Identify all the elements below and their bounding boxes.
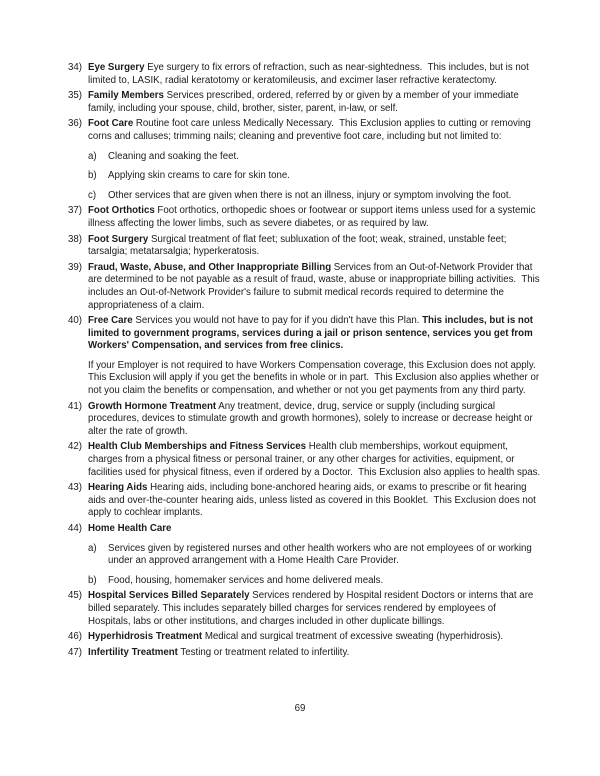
item-term: Foot Care [88, 118, 134, 130]
item-number: 36) [68, 118, 83, 130]
sub-item-text: Cleaning and soaking the feet. [108, 150, 239, 162]
item-text [88, 590, 541, 628]
item-term: Hospital Services Billed Separately [88, 590, 250, 602]
item-content [88, 647, 541, 660]
item-text [88, 647, 541, 660]
item-content [88, 62, 541, 87]
item-number: 46) [68, 631, 83, 643]
item-number: 37) [68, 205, 83, 217]
exclusion-item-42 [68, 441, 541, 479]
item-content [88, 205, 541, 230]
sub-item-b [88, 575, 541, 588]
exclusion-item-36 [68, 118, 541, 202]
item-body: Services prescribed, ordered, referred by or given by a member of your immediate family, including your spouse, child, brother, sister, parent, in-law, or self. [88, 90, 522, 114]
item-content [88, 482, 541, 520]
sub-item-text: Other services that are given when there is not an illness, injury or symptom involving the foot. [108, 189, 512, 201]
item-term: Fraud, Waste, Abuse, and Other Inappropriate Billing [88, 261, 332, 273]
item-number: 38) [68, 233, 83, 245]
sub-item-letter: b) [88, 170, 97, 182]
item-text [88, 62, 541, 87]
item-text [88, 234, 541, 259]
item-body: Hearing aids, including bone-anchored hearing aids, or exams to prescribe or fit hearing aids and over-the-counter hearing aids, unless listed as covered in this Booklet. This Exclusion does not apply to cochlear implants. [88, 482, 539, 519]
item-number: 43) [68, 482, 83, 494]
item-term: Eye Surgery [88, 62, 145, 73]
item-text [88, 262, 541, 312]
item-number: 42) [68, 441, 83, 453]
item-text [88, 118, 541, 143]
exclusion-item-41 [68, 401, 541, 439]
sub-item-letter: a) [88, 150, 97, 162]
item-second-paragraph: If your Employer is not required to have Workers Compensation coverage, this Exclusion does not apply. This Exclusion will apply if you get the benefits in whole or in part. This Exclusion also applies whether or not you claim the benefits or compensation, and whether or not you get payments from any third party. [88, 359, 542, 397]
sub-item-a [88, 151, 541, 164]
item-content [88, 118, 541, 202]
item-text [88, 523, 541, 536]
item-body: Services from an Out-of-Network Provider that are determined to be not payable as a result of fraud, waste, abuse or inappropriate billing activities. This includes an Out-of-Network Provider's failure to submit medical records required to determine the appropriateness of a claim. [88, 261, 543, 311]
item-body-emphasis: This includes, but is not limited to government programs, services during a jail or prison sentence, services you get from Workers' Compensation, and services from free clinics. [88, 315, 536, 352]
item-body: Foot orthotics, orthopedic shoes or footwear or support items unless used for a systemic illness affecting the lower limbs, such as severe diabetes, or as required by law. [88, 205, 539, 229]
item-body: Surgical treatment of flat feet; subluxation of the foot; weak, strained, unstable feet; tarsalgia; metatarsalgia; hyperkeratosis. [88, 233, 510, 258]
item-body: Any treatment, device, drug, service or supply (including surgical procedures, devices to stimulate growth and growth hormones), solely to increase or decrease height or alter the rate of growth. [88, 400, 536, 437]
item-term: Free Care [88, 315, 133, 327]
sub-item-c [88, 190, 541, 203]
sub-item-letter: c) [88, 189, 97, 201]
item-term: Health Club Memberships and Fitness Services [88, 441, 307, 453]
exclusion-item-47 [68, 647, 541, 660]
item-term: Foot Surgery [88, 233, 149, 245]
item-body: Health club memberships, workout equipment, charges from a physical fitness or personal trainer, or any other charges for activities, equipment, or facilities used for physical fitness, even if ordered by a Doctor. This Exclusion also applies to health spas. [88, 441, 541, 478]
item-content [88, 401, 541, 439]
item-text [88, 315, 541, 353]
item-term: Hearing Aids [88, 482, 148, 494]
sub-item-text: Services given by registered nurses and other health workers who are not employees of or working under an approved arrangement with a Home Health Care Provider. [108, 542, 535, 567]
exclusion-item-37 [68, 205, 541, 230]
exclusion-item-43 [68, 482, 541, 520]
exclusion-item-35 [68, 90, 541, 115]
exclusion-item-45 [68, 590, 541, 628]
item-content [88, 590, 541, 628]
item-number: 44) [68, 523, 83, 534]
page-number: 69 [294, 703, 306, 714]
exclusion-item-44 [68, 523, 541, 587]
sub-item-a [88, 543, 541, 568]
item-body: Routine foot care unless Medically Necessary. This Exclusion applies to cutting or removing corns and calluses; trimming nails; cleaning and preventive foot care, including but not limited to: [88, 118, 534, 142]
page-footer [0, 703, 600, 716]
item-term: Foot Orthotics [88, 205, 155, 217]
item-text [88, 441, 541, 479]
item-content [88, 234, 541, 259]
item-number: 34) [68, 62, 83, 73]
sub-item-letter: a) [88, 542, 97, 554]
item-text [88, 482, 541, 520]
exclusion-item-46 [68, 631, 541, 644]
item-text [88, 205, 541, 230]
exclusion-item-34 [68, 62, 541, 87]
item-body: Eye surgery to fix errors of refraction, such as near-sightedness. This includes, but is not limited to, LASIK, radial keratotomy or keratomileusis, and excimer laser refractive keratectomy. [88, 62, 532, 86]
exclusion-item-38 [68, 234, 541, 259]
item-content [88, 315, 541, 398]
item-term: Infertility Treatment [88, 646, 178, 658]
item-content [88, 90, 541, 115]
item-term: Home Health Care [88, 523, 172, 534]
sub-item-text: Applying skin creams to care for skin tone. [108, 170, 290, 182]
item-body: Medical and surgical treatment of excessive sweating (hyperhidrosis). [202, 631, 504, 643]
item-content [88, 441, 541, 479]
item-number: 35) [68, 90, 83, 102]
item-text [88, 631, 541, 644]
item-number: 47) [68, 646, 83, 658]
item-body: Services you would not have to pay for if you didn't have this Plan. [132, 315, 423, 327]
item-number: 45) [68, 590, 83, 602]
item-term: Hyperhidrosis Treatment [88, 631, 203, 643]
item-text [88, 401, 541, 439]
exclusion-item-39 [68, 262, 541, 312]
item-term: Growth Hormone Treatment [88, 400, 217, 412]
item-text [88, 90, 541, 115]
item-number: 40) [68, 315, 83, 327]
sub-item-b [88, 170, 541, 183]
item-content [88, 262, 541, 312]
sub-item-letter: b) [88, 574, 97, 586]
exclusions-list [68, 62, 541, 659]
item-content [88, 631, 541, 644]
sub-item-text: Food, housing, homemaker services and home delivered meals. [108, 574, 384, 586]
item-body: Testing or treatment related to infertility. [177, 646, 350, 658]
item-content [88, 523, 541, 587]
item-number: 41) [68, 400, 83, 412]
item-term: Family Members [88, 90, 164, 102]
item-number: 39) [68, 261, 83, 273]
exclusion-item-40 [68, 315, 541, 398]
item-body: Services rendered by Hospital resident Doctors or interns that are billed separately. This includes separately billed charges for services rendered by employees of Hospitals, labs or other institutions, and charges included in other duplicate billings. [88, 590, 537, 627]
